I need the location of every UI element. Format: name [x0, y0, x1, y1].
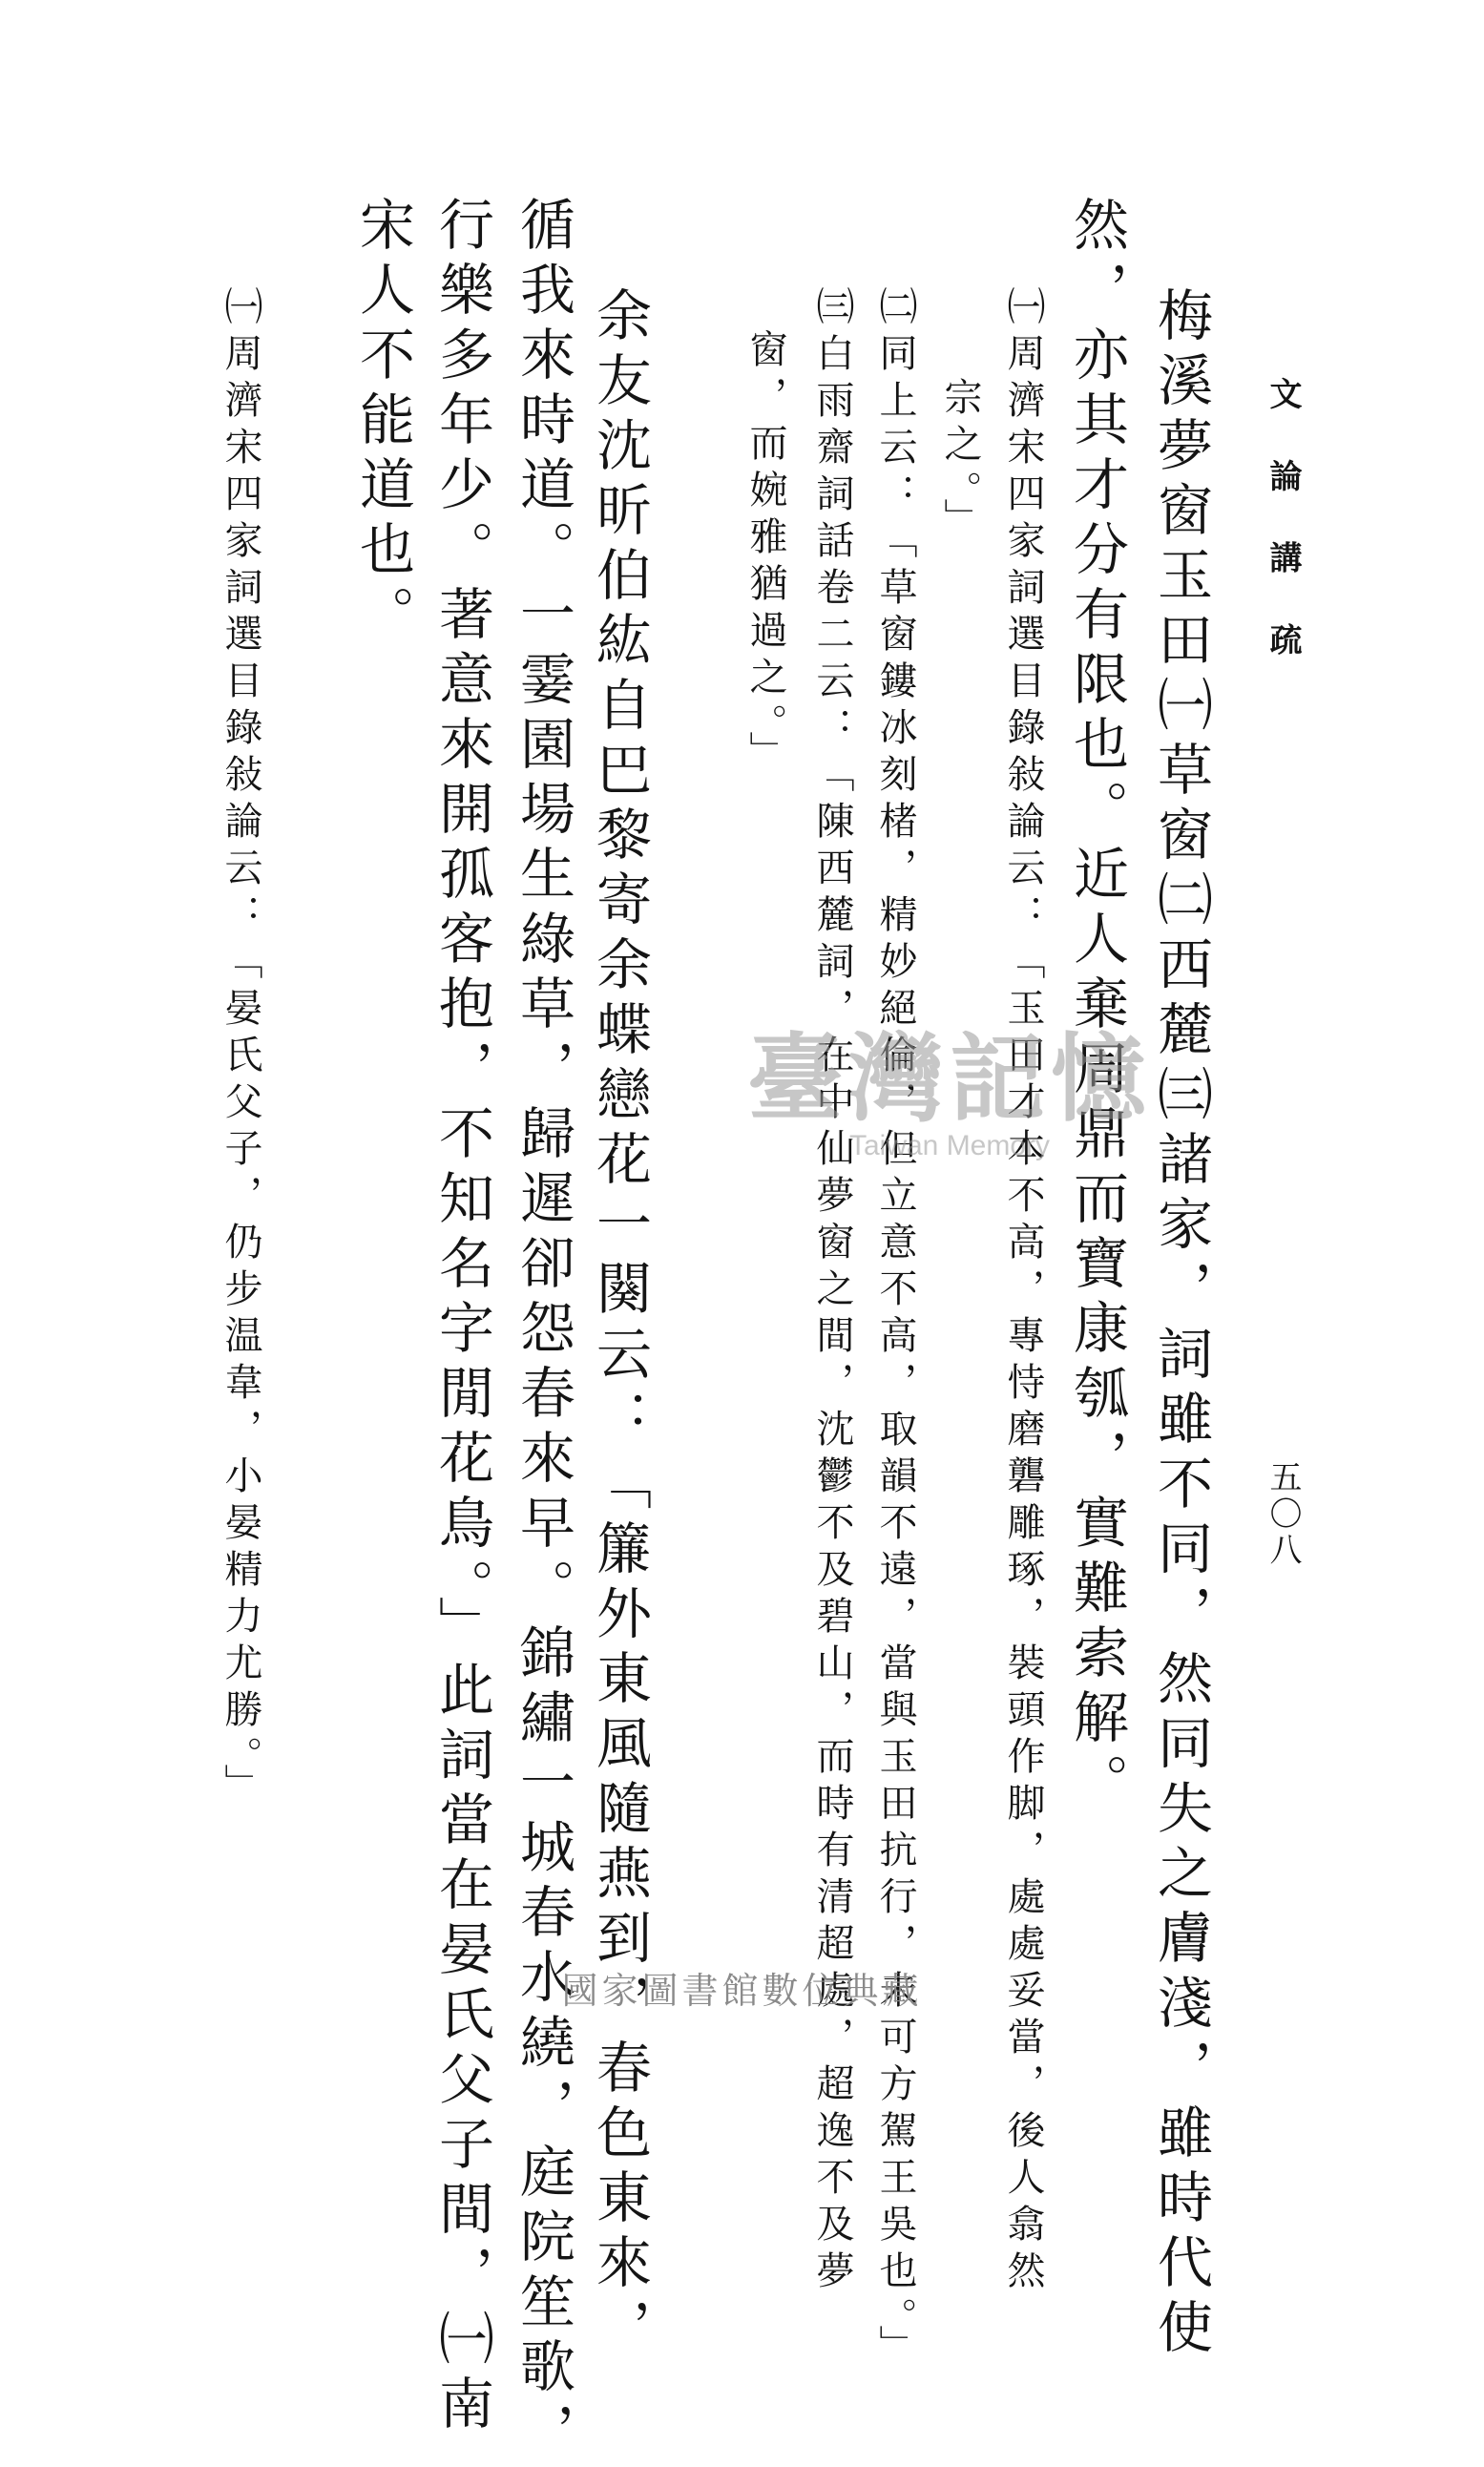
- text-column-6: 宋人不能道也。: [350, 196, 415, 650]
- text-column-1: 梅溪夢窗玉田㈠草窗㈡西麓㈢諸家，詞雖不同，然同失之膚淺，雖時代使: [1148, 286, 1213, 2363]
- note-column-2: 宗之。」: [938, 377, 982, 545]
- note-column-3: ㈡同上云：「草窗鏤冰刻楮，精妙絕倫，但立意不高，取韻不遠，當與玉田抗行，未可方駕王吳也。」: [873, 286, 917, 2372]
- note-column-4: ㈢白雨齋詞話卷二云：「陳西麓詞，在中仙夢窗之間，沈鬱不及碧山，而時有清超處，超逸不及夢: [810, 286, 854, 2297]
- watermark: [725, 1022, 1174, 1162]
- running-header: 文 論 講 疏: [1264, 377, 1302, 675]
- watermark-english: Taiwan Memory: [848, 1130, 1051, 1161]
- page-number: 五〇八: [1264, 1460, 1302, 1569]
- text-column-5: 行樂多年少。著意來開孤客抱，不知名字閒花鳥。」此詞當在晏氏父子間，㈠南: [429, 196, 494, 2439]
- text-column-4: 循我來時道。一霎園場生綠草，歸遲卻怨春來早。錦繡一城春水繞，庭院笙歌，: [511, 196, 575, 2467]
- text-column-3: 余友沈昕伯紘自巴黎寄余蝶戀花一闋云：「簾外東風隨燕到，春色東來，: [587, 286, 652, 2363]
- note-column-5: 窗，而婉雅猶過之。」: [743, 329, 787, 778]
- footer-caption: 國家圖書館數位典藏: [561, 1970, 923, 2012]
- note-column-1: ㈠周濟宋四家詞選目錄敍論云：「玉田才本不高，專恃磨礱雕琢，裝頭作脚，處處妥當，後人翕然: [1001, 286, 1045, 2297]
- watermark-chinese: 臺灣記憶: [747, 1022, 1152, 1135]
- note-column-6: ㈠周濟宋四家詞選目錄敍論云：「晏氏父子，仍步温韋，小晏精力尤勝。」: [219, 286, 262, 1810]
- text-column-2: 然，亦其才分有限也。近人棄周鼎而寶康瓠，實難索解。: [1064, 196, 1129, 1818]
